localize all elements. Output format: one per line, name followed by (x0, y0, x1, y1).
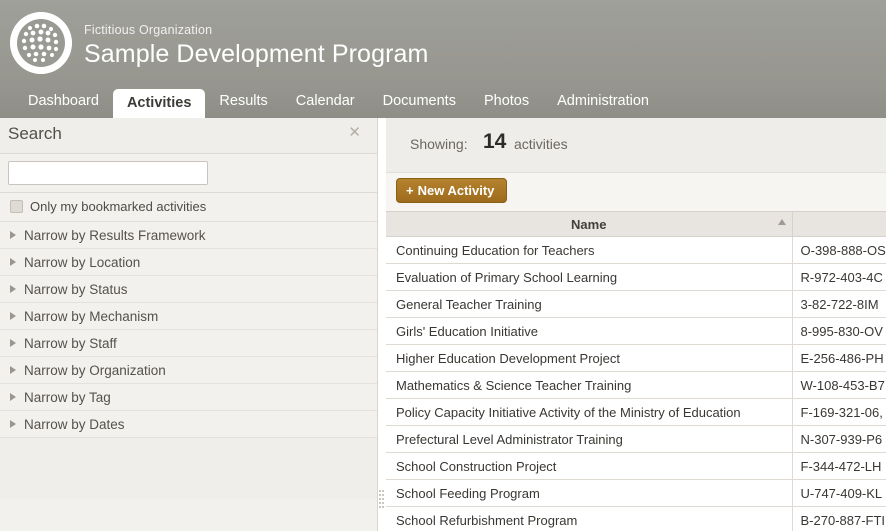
cell-activity-name: Higher Education Development Project (386, 345, 792, 372)
tab-documents[interactable]: Documents (382, 93, 456, 109)
chevron-right-icon (10, 285, 16, 293)
activities-table-body (386, 237, 886, 531)
tab-administration[interactable]: Administration (557, 93, 649, 109)
cell-activity-name: General Teacher Training (386, 291, 792, 318)
table-row[interactable] (386, 399, 886, 426)
narrow-by-staff[interactable] (0, 330, 377, 357)
new-activity-button[interactable] (396, 178, 507, 203)
chevron-right-icon (10, 366, 16, 374)
tab-activities[interactable]: Activities (113, 89, 205, 118)
column-header-name-label: Name (571, 216, 607, 232)
narrow-by-results-framework[interactable] (0, 222, 377, 249)
cell-activity-name: Mathematics & Science Teacher Training (386, 372, 792, 399)
narrow-by-dates[interactable] (0, 411, 377, 438)
cell-activity-id: B-270-887-FTI (792, 507, 886, 531)
tab-photos[interactable]: Photos (483, 93, 530, 109)
table-row[interactable] (386, 480, 886, 507)
activities-table-container (386, 211, 886, 531)
cell-activity-id: F-344-472-LH (792, 453, 886, 480)
cell-activity-id: 8-995-830-OV (792, 318, 886, 345)
narrow-by-location[interactable] (0, 249, 377, 276)
narrow-label: Narrow by Location (24, 255, 141, 270)
plus-icon: + (406, 183, 414, 198)
table-row[interactable] (386, 264, 886, 291)
cell-activity-name: Continuing Education for Teachers (386, 237, 792, 264)
search-input[interactable] (8, 161, 208, 185)
cell-activity-name: Girls' Education Initiative (386, 318, 792, 345)
showing-bar (386, 118, 886, 173)
chevron-right-icon (10, 312, 16, 320)
chevron-right-icon (10, 393, 16, 401)
showing-unit-label: activities (514, 136, 568, 152)
narrow-label: Narrow by Results Framework (24, 228, 206, 243)
sidebar-title: Search (8, 124, 62, 143)
page-body (0, 118, 886, 531)
narrow-by-mechanism[interactable] (0, 303, 377, 330)
table-row[interactable] (386, 426, 886, 453)
table-row[interactable] (386, 453, 886, 480)
chevron-right-icon (10, 231, 16, 239)
table-row[interactable] (386, 507, 886, 531)
organization-logo (10, 12, 72, 74)
table-row[interactable] (386, 291, 886, 318)
cell-activity-id: U-747-409-KL (792, 480, 886, 507)
search-row (0, 154, 377, 193)
narrow-label: Narrow by Dates (24, 417, 125, 432)
bookmark-filter-label: Only my bookmarked activities (30, 199, 207, 214)
tab-dashboard[interactable]: Dashboard (28, 93, 99, 109)
table-row[interactable] (386, 345, 886, 372)
table-row[interactable] (386, 318, 886, 345)
cell-activity-name: School Construction Project (386, 453, 792, 480)
cell-activity-id: F-169-321-06, (792, 399, 886, 426)
narrow-by-status[interactable] (0, 276, 377, 303)
bookmark-filter-row[interactable] (0, 193, 377, 222)
cell-activity-name: Policy Capacity Initiative Activity of the Ministry of Education (386, 399, 792, 426)
activities-toolbar (386, 173, 886, 211)
narrow-by-organization[interactable] (0, 357, 377, 384)
table-row[interactable] (386, 372, 886, 399)
narrow-label: Narrow by Status (24, 282, 128, 297)
narrow-by-tag[interactable] (0, 384, 377, 411)
cell-activity-id: E-256-486-PH (792, 345, 886, 372)
pane-splitter[interactable] (378, 118, 386, 531)
cell-activity-id: 3-82-722-8IM (792, 291, 886, 318)
close-icon[interactable]: ✕ (348, 124, 361, 141)
activities-table (386, 211, 886, 531)
cell-activity-id: O-398-888-OS (792, 237, 886, 264)
narrow-label: Narrow by Staff (24, 336, 117, 351)
cell-activity-name: Prefectural Level Administrator Training (386, 426, 792, 453)
chevron-right-icon (10, 420, 16, 428)
search-sidebar (0, 118, 378, 531)
chevron-right-icon (10, 339, 16, 347)
narrow-label: Narrow by Mechanism (24, 309, 159, 324)
cell-activity-name: School Feeding Program (386, 480, 792, 507)
main-nav-tabs (0, 86, 886, 118)
cell-activity-name: School Refurbishment Program (386, 507, 792, 531)
cell-activity-name: Evaluation of Primary School Learning (386, 264, 792, 291)
cell-activity-id: W-108-453-B7 (792, 372, 886, 399)
bookmark-checkbox[interactable] (10, 200, 23, 213)
narrow-label: Narrow by Organization (24, 363, 166, 378)
tab-results[interactable]: Results (219, 93, 268, 109)
tab-calendar[interactable]: Calendar (295, 93, 355, 109)
showing-label: Showing: (410, 136, 468, 152)
organization-name: Fictitious Organization (84, 23, 213, 37)
column-header-id[interactable] (792, 212, 886, 237)
globe-sphere-logo-icon (10, 12, 72, 74)
page-title: Sample Development Program (84, 40, 429, 68)
splitter-grip-dots (379, 490, 385, 512)
cell-activity-id: R-972-403-4C (792, 264, 886, 291)
activities-count: 14 (483, 130, 507, 153)
page-header (0, 0, 886, 86)
new-activity-label: New Activity (417, 183, 495, 198)
sidebar-header (0, 118, 377, 154)
sort-ascending-icon (778, 219, 786, 225)
cell-activity-id: N-307-939-P6 (792, 426, 886, 453)
table-row[interactable] (386, 237, 886, 264)
sidebar-empty-area (0, 499, 377, 531)
chevron-right-icon (10, 258, 16, 266)
column-header-name[interactable] (386, 212, 792, 237)
narrow-label: Narrow by Tag (24, 390, 111, 405)
table-header-row (386, 212, 886, 237)
activities-panel (386, 118, 886, 531)
